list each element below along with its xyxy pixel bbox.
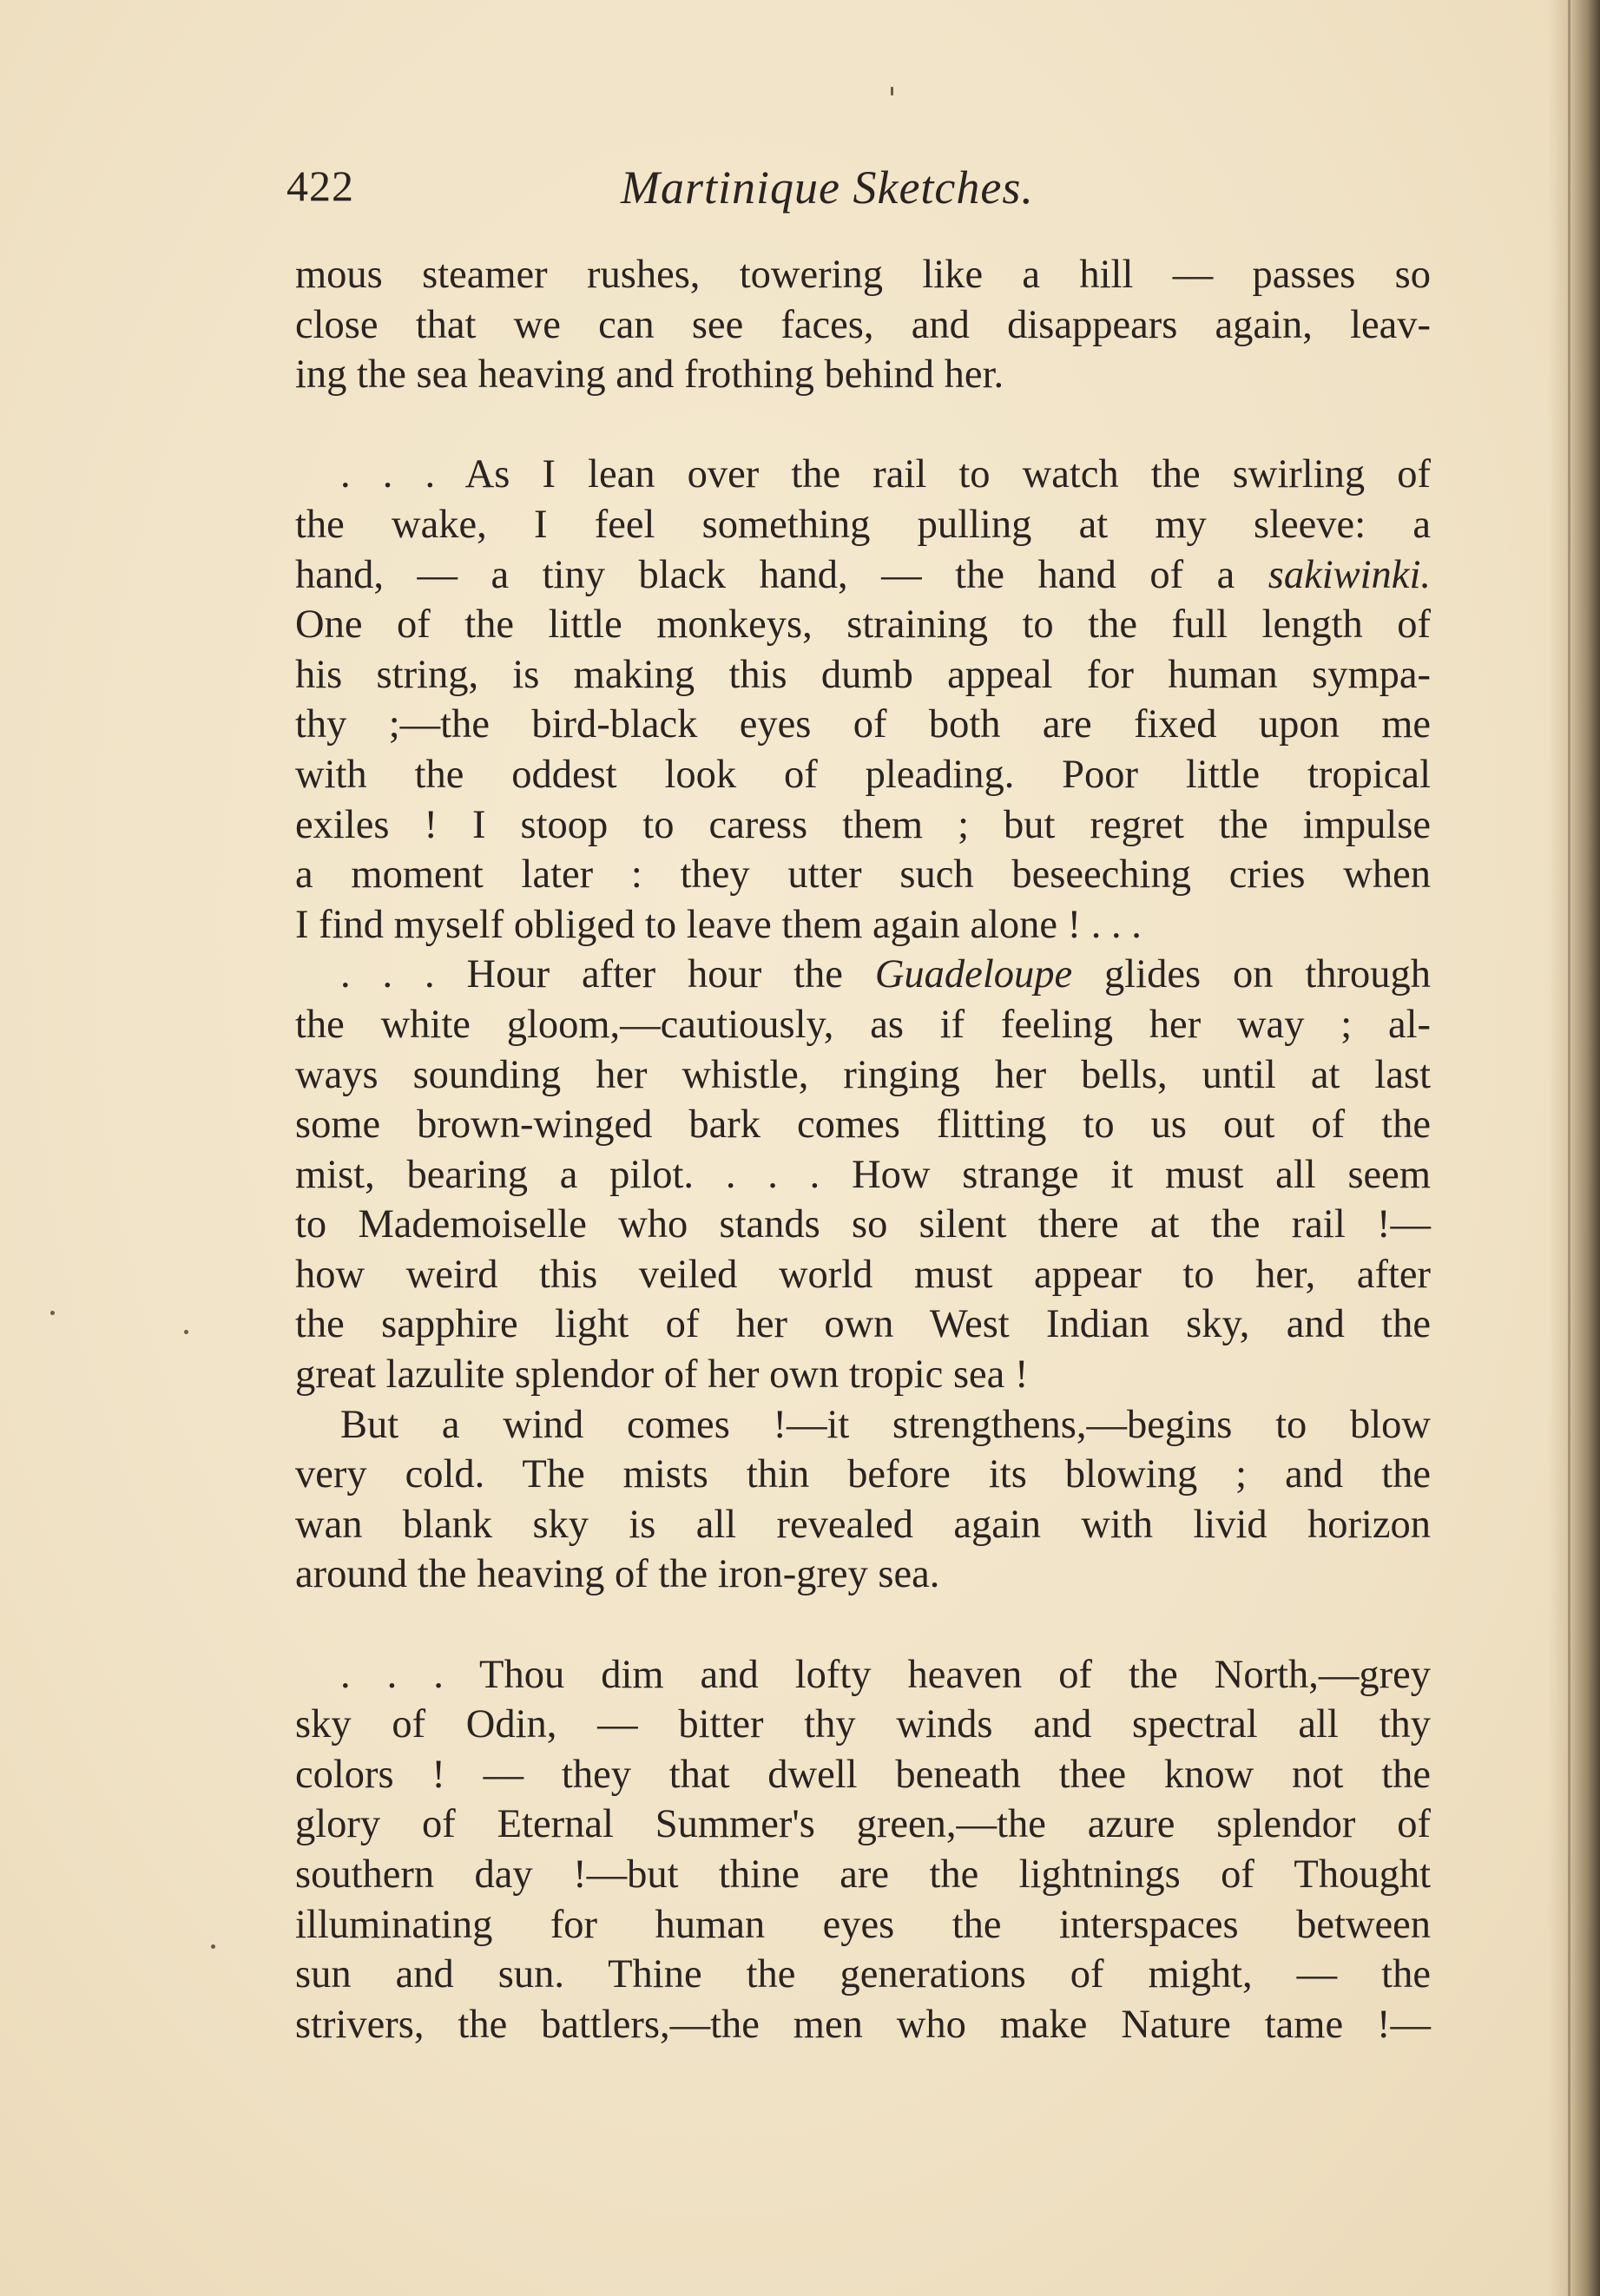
text-line: his string, is making this dumb appeal for human sympa- [295,652,1431,697]
text-line: exiles ! I stoop to caress them ; but regret the impulse [295,802,1431,847]
text-line: But a wind comes !—it strengthens,—begins to blow [340,1402,1431,1447]
text-line: strivers, the battlers,—the men who make Nature tame !— [295,2002,1431,2047]
text-line: ways sounding her whistle, ringing her bells, until at last [295,1052,1431,1097]
text-line: the wake, I feel something pulling at my sleeve: a [295,502,1431,547]
paper-speck [211,1944,215,1949]
text-line: . . . Thou dim and lofty heaven of the North,—grey [340,1652,1431,1697]
paragraph-gap [295,400,1431,451]
body-text [295,250,1431,2049]
text-line: mous steamer rushes, towering like a hill — passes so [295,253,1431,297]
italic-word: Guadeloupe [874,952,1073,997]
paper-speck [891,87,893,95]
text-line: sky of Odin, — bitter thy winds and spectral all thy [295,1702,1431,1747]
paragraph-gap [295,1600,1431,1650]
text-line: I find myself obliged to leave them again alone ! . . . [295,902,1142,947]
text-line: great lazulite splendor of her own tropic sea ! [295,1352,1029,1398]
text-line: . . . As I lean over the rail to watch the swirling of [340,452,1431,497]
text-line: to Mademoiselle who stands so silent there at the rail !— [295,1202,1431,1247]
text-line: the sapphire light of her own West Indian sky, and the [295,1302,1431,1347]
text-line: illuminating for human eyes the interspaces between [295,1902,1431,1947]
page-edge-shadow [1548,0,1600,2296]
text-line: ing the sea heaving and frothing behind her. [295,352,1004,398]
italic-word: sakiwinki. [1267,552,1431,597]
text-line: around the heaving of the iron-grey sea. [295,1552,940,1597]
text-line: hand, — a tiny black hand, — the hand of a sakiwinki. [295,552,1431,597]
text-line: glory of Eternal Summer's green,—the azure splendor of [295,1802,1431,1847]
text-line: with the oddest look of pleading. Poor little tropical [295,752,1431,797]
text-line: how weird this veiled world must appear to her, after [295,1252,1431,1297]
text-line: close that we can see faces, and disappears again, leav- [295,302,1431,347]
text-line: mist, bearing a pilot. . . . How strange it must all seem [295,1152,1431,1197]
text-line: some brown-winged bark comes flitting to us out of the [295,1102,1431,1148]
text-line: thy ;—the bird-black eyes of both are fixed upon me [295,702,1431,747]
page-header [286,161,1432,230]
text-line: very cold. The mists thin before its blowing ; and the [295,1452,1431,1497]
text-line: a moment later : they utter such beseeching cries when [295,852,1431,898]
text-line: One of the little monkeys, straining to the full length of [295,602,1431,648]
text-line: sun and sun. Thine the generations of might, — the [295,1952,1431,1997]
text-line: southern day !—but thine are the lightnings of Thought [295,1852,1431,1897]
text-line: wan blank sky is all revealed again with livid horizon [295,1502,1431,1547]
text-line: . . . Hour after hour the Guadeloupe glides on through [340,952,1432,997]
paper-speck [184,1330,188,1334]
paper-speck [50,1311,55,1315]
running-title: Martinique Sketches. [621,161,1034,214]
page-edge-line [1568,0,1570,2296]
page-number: 422 [286,161,354,210]
text-line: the white gloom,—cautiously, as if feeling her way ; al- [295,1002,1431,1047]
text-line: colors ! — they that dwell beneath thee know not the [295,1752,1431,1797]
